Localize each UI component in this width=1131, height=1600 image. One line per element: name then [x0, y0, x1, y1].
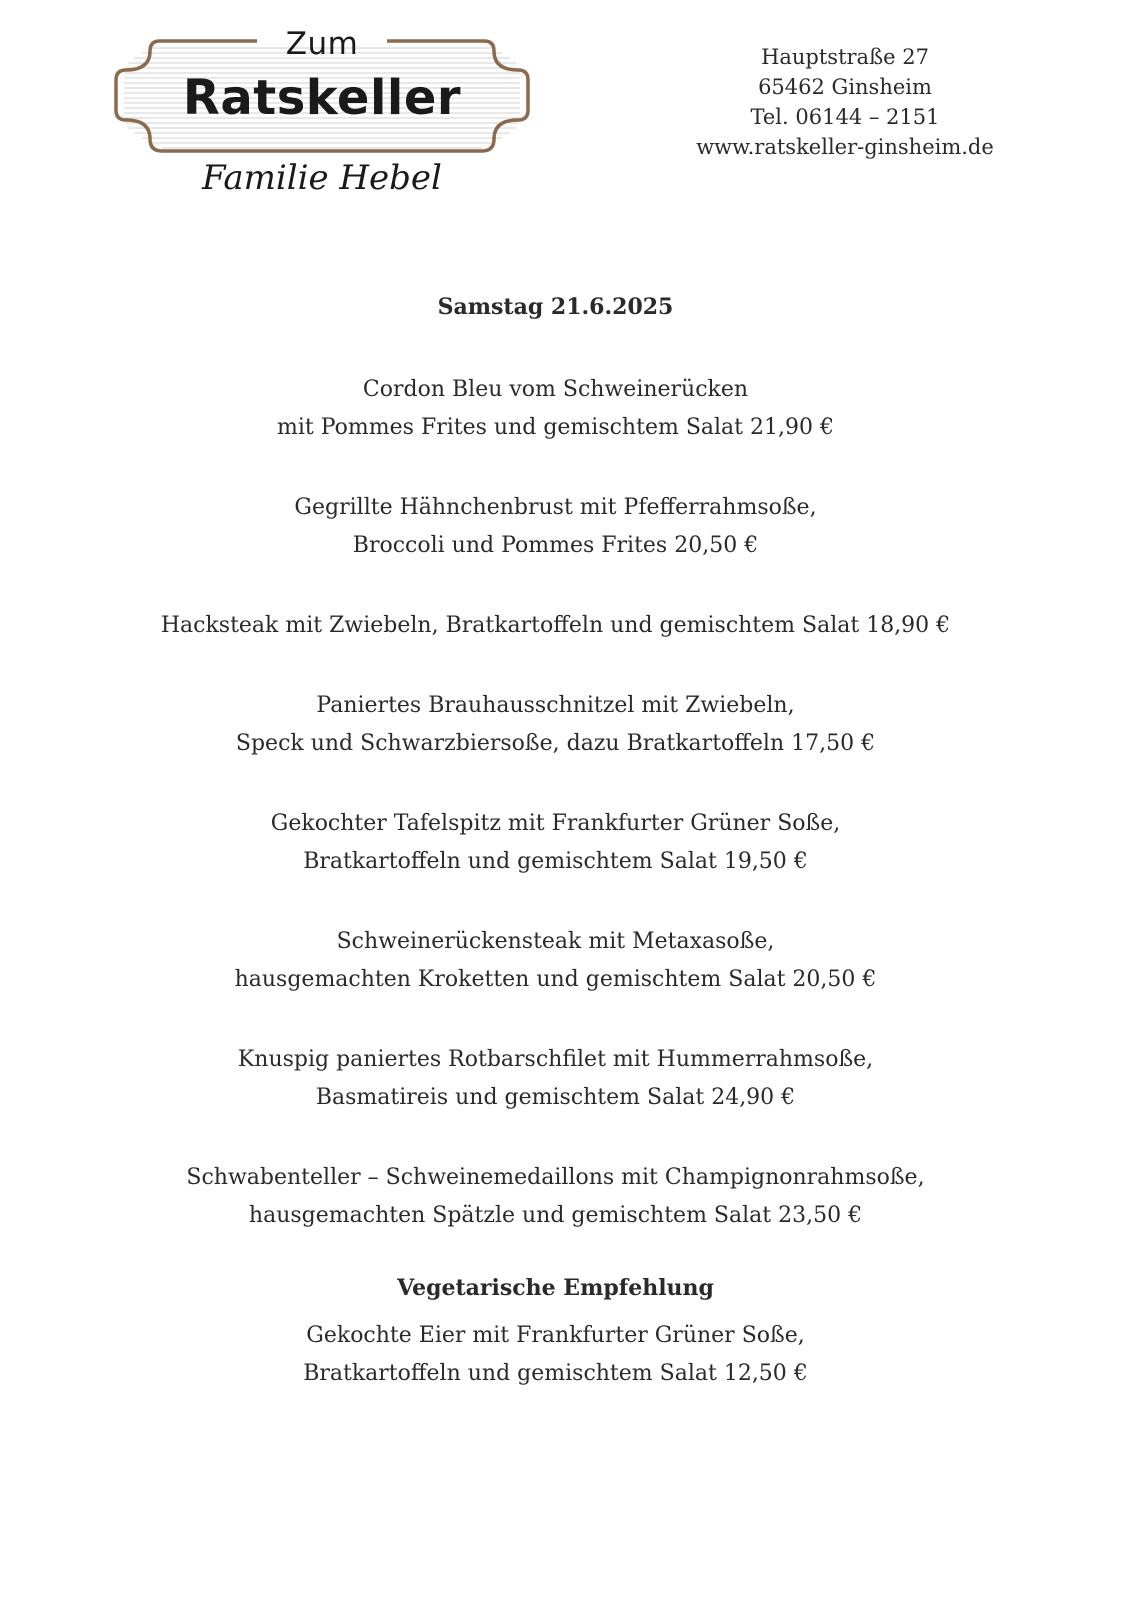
menu-item [0, 687, 1111, 763]
menu-item-line: Paniertes Brauhausschnitzel mit Zwiebeln, [316, 693, 795, 718]
address-block [680, 42, 1010, 162]
menu-item [0, 1159, 1111, 1235]
logo-name-text: Ratskeller [182, 70, 462, 126]
menu-item-line: Broccoli und Pommes Frites 20,50 € [352, 533, 759, 558]
menu-item [0, 489, 1111, 565]
menu-item-line: Knuspig paniertes Rotbarschfilet mit Hummerrahmsoße, [237, 1047, 874, 1072]
address-website: www.ratskeller-ginsheim.de [696, 135, 994, 159]
menu-item-line: Schwabenteller – Schweinemedaillons mit Champignonrahmsoße, [186, 1165, 925, 1190]
address-phone: Tel. 06144 – 2151 [750, 105, 940, 129]
address-street: Hauptstraße 27 [761, 45, 929, 69]
vegetarian-heading: Vegetarische Empfehlung [397, 1275, 714, 1301]
menu-item-line: Schweinerückensteak mit Metaxasoße, [336, 929, 775, 954]
menu-item-line: hausgemachten Kroketten und gemischtem Salat 20,50 € [234, 967, 877, 992]
restaurant-logo [112, 22, 532, 212]
menu-item [0, 371, 1111, 447]
menu-item-line: Bratkartoffeln und gemischtem Salat 12,50 € [303, 1361, 808, 1386]
address-city: 65462 Ginsheim [758, 75, 932, 99]
menu-item-line: Cordon Bleu vom Schweinerücken [362, 377, 749, 402]
menu-item-line: Hacksteak mit Zwiebeln, Bratkartoffeln und gemischtem Salat 18,90 € [160, 613, 951, 638]
menu-item [0, 923, 1111, 999]
menu-item-line: mit Pommes Frites und gemischtem Salat 21,90 € [277, 415, 834, 440]
menu-item-line: Gegrillte Hähnchenbrust mit Pfefferrahmsoße, [294, 495, 817, 520]
menu-date: Samstag 21.6.2025 [437, 294, 674, 320]
menu-item [0, 805, 1111, 881]
logo-zum-text: Zum [285, 26, 359, 62]
menu-item-line: Speck und Schwarzbiersoße, dazu Bratkartoffeln 17,50 € [235, 731, 876, 756]
menu-item [0, 1041, 1111, 1117]
menu-item-line: Gekochter Tafelspitz mit Frankfurter Grüner Soße, [270, 811, 841, 836]
menu-item [0, 607, 1111, 645]
menu-item-line: Gekochte Eier mit Frankfurter Grüner Soße, [306, 1323, 805, 1348]
menu-item-line: hausgemachten Spätzle und gemischtem Salat 23,50 € [248, 1203, 863, 1228]
daily-menu [0, 292, 1111, 1435]
logo-family-text: Familie Hebel [202, 158, 442, 198]
vegetarian-item [0, 1317, 1111, 1393]
menu-item-line: Bratkartoffeln und gemischtem Salat 19,50 € [303, 849, 808, 874]
menu-item-line: Basmatireis und gemischtem Salat 24,90 € [315, 1085, 796, 1110]
